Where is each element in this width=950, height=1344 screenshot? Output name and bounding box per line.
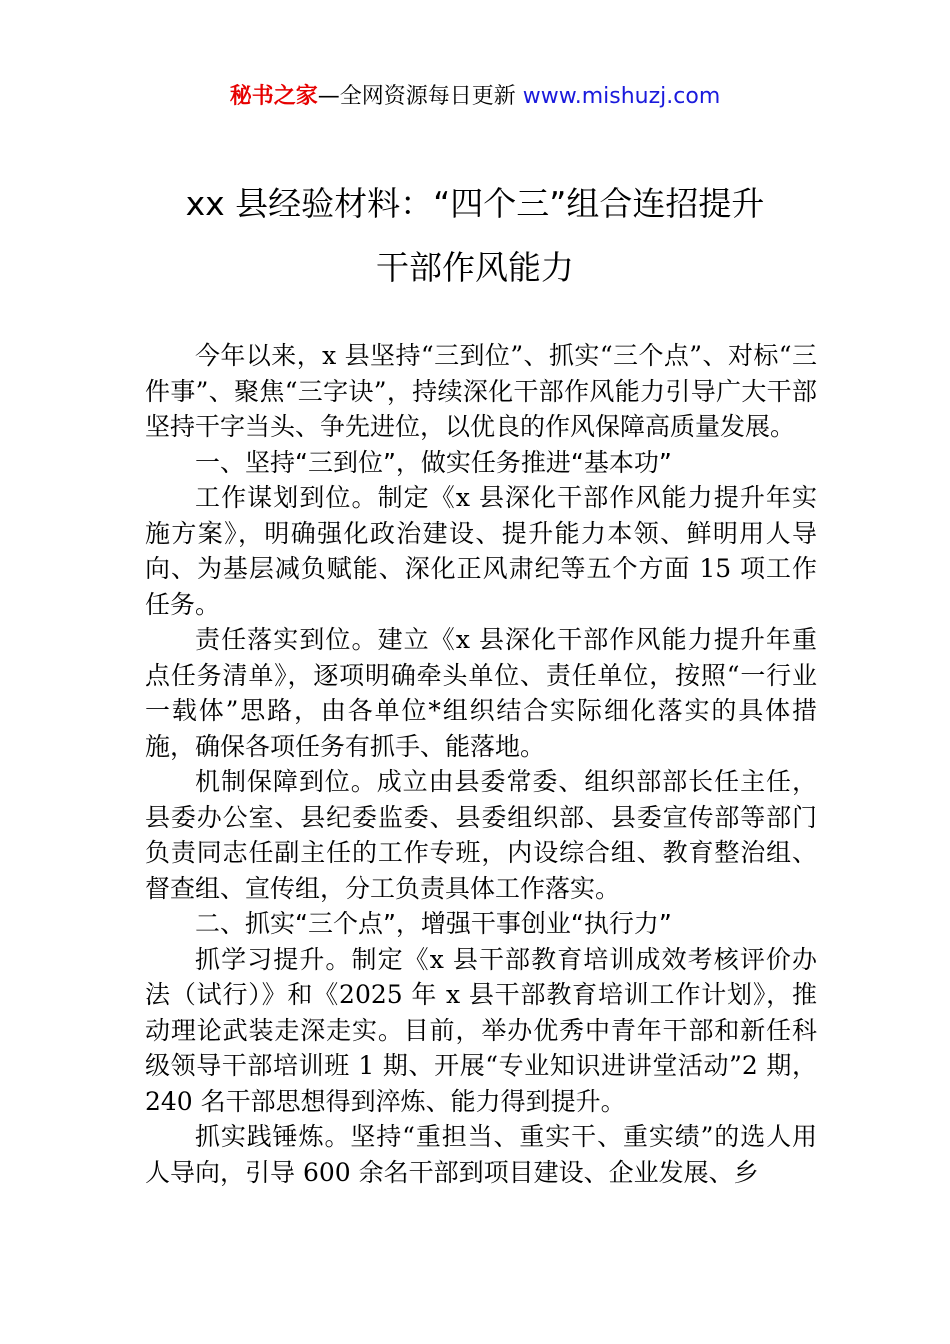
document-title-line-1: xx 县经验材料：“四个三”组合连招提升 (185, 184, 765, 223)
body-paragraph: 工作谋划到位。制定《x 县深化干部作风能力提升年实施方案》，明确强化政治建设、提升能力本领、鲜明用人导向、为基层减负赋能、深化正风肃纪等五个方面 15 项工作任务。 (145, 483, 817, 619)
body-paragraph: 机制保障到位。成立由县委常委、组织部部长任主任，县委办公室、县纪委监委、县委组织部、县委宣传部等部门负责同志任副主任的工作专班，内设综合组、教育整治组、督查组、宣传组，分工负责具体工作落实。 (145, 767, 817, 903)
body-paragraph: 责任落实到位。建立《x 县深化干部作风能力提升年重点任务清单》，逐项明确牵头单位、责任单位，按照“一行业一载体”思路，由各单位*组织结合实际细化落实的具体措施，确保各项任务有抓手、能落地。 (145, 625, 817, 761)
document-body (145, 338, 817, 1190)
body-paragraph: 抓学习提升。制定《x 县干部教育培训成效考核评价办法（试行）》和《2025 年 x 县干部教育培训工作计划》，推动理论武装走深走实。目前，举办优秀中青年干部和新任科级领导干部培训班 1 期、开展“专业知识进讲堂活动”2 期，240 名干部思想得到淬炼、能力得到提升。 (145, 944, 817, 1116)
site-header (0, 82, 950, 112)
section-heading-2: 二、抓实“三个点”，增强干事创业“执行力” (195, 909, 672, 938)
document-title (100, 172, 850, 300)
body-paragraph: 抓实践锤炼。坚持“重担当、重实干、重实绩”的选人用人导向，引导 600 余名干部到项目建设、企业发展、乡 (145, 1122, 817, 1187)
site-brand: 秘书之家 (229, 84, 318, 109)
intro-paragraph: 今年以来，x 县坚持“三到位”、抓实“三个点”、对标“三件事”、聚焦“三字诀”，持续深化干部作风能力引导广大干部坚持干字当头、争先进位，以优良的作风保障高质量发展。 (145, 341, 817, 441)
site-url-link[interactable]: www.mishuzj.com (522, 84, 721, 109)
document-title-line-2: 干部作风能力 (376, 248, 574, 287)
site-tagline: —全网资源每日更新 (317, 84, 523, 109)
section-heading-1: 一、坚持“三到位”，做实任务推进“基本功” (195, 447, 672, 477)
